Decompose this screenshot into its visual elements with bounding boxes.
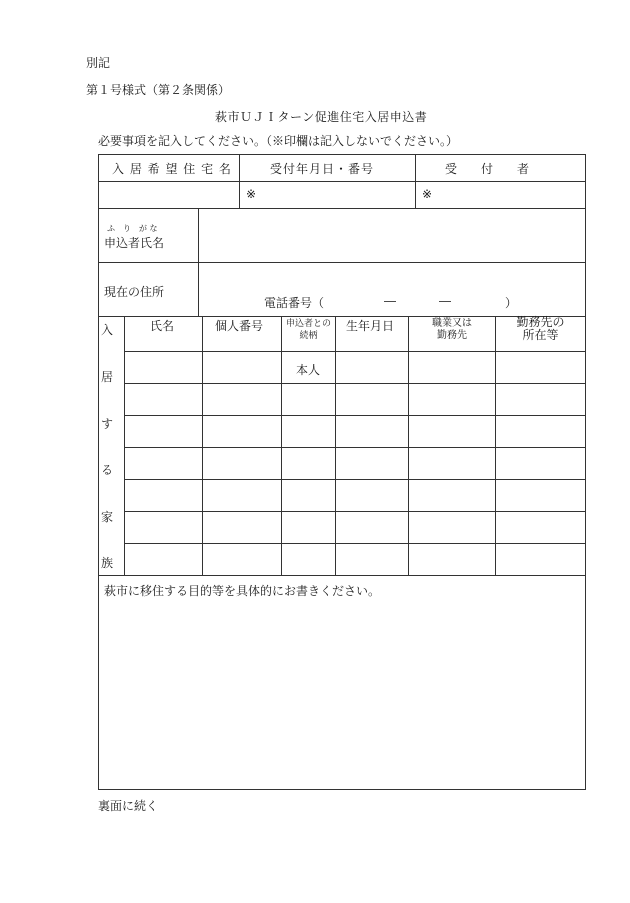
family-side-char-4: る bbox=[101, 463, 114, 477]
office-use-mark-date: ※ bbox=[246, 187, 257, 201]
address-input[interactable] bbox=[200, 263, 584, 291]
relation-self-value: 本人 bbox=[296, 363, 321, 377]
housing-name-input[interactable] bbox=[99, 182, 238, 208]
applicant-name-input[interactable] bbox=[200, 209, 584, 261]
form-number: 第１号様式（第２条関係） bbox=[86, 83, 231, 97]
family-side-char-2: 居 bbox=[101, 370, 114, 384]
phone-close: ） bbox=[505, 296, 518, 310]
family-row[interactable] bbox=[125, 416, 585, 447]
phone-dash-1: ― bbox=[384, 294, 396, 308]
family-col-name: 氏名 bbox=[150, 319, 175, 333]
family-row[interactable] bbox=[125, 480, 585, 511]
family-col-relation: 申込者との 続柄 bbox=[285, 319, 331, 341]
phone-dash-2: ― bbox=[439, 294, 451, 308]
furigana-label: ふ り が な bbox=[107, 224, 158, 233]
family-side-char-6: 族 bbox=[101, 556, 114, 570]
family-col-birth: 生年月日 bbox=[346, 319, 395, 333]
purpose-prompt: 萩市に移住する目的等を具体的にお書きください。 bbox=[104, 584, 381, 598]
housing-name-header: 入 居 希 望 住 宅 名 bbox=[112, 162, 232, 176]
family-row[interactable] bbox=[125, 352, 585, 383]
continue-note: 裏面に続く bbox=[98, 799, 159, 813]
family-row[interactable] bbox=[125, 544, 585, 575]
family-side-char-3: す bbox=[101, 417, 114, 431]
received-date-header: 受付年月日・番号 bbox=[270, 162, 375, 176]
office-use-mark-receiver: ※ bbox=[422, 187, 433, 201]
annex-label: 別記 bbox=[86, 56, 111, 70]
phone-label: 電話番号（ bbox=[264, 296, 325, 310]
applicant-name-label: 申込者氏名 bbox=[104, 236, 165, 250]
family-row[interactable] bbox=[125, 384, 585, 415]
address-label: 現在の住所 bbox=[104, 285, 165, 299]
family-row[interactable] bbox=[125, 512, 585, 543]
family-side-char-5: 家 bbox=[101, 510, 114, 524]
purpose-textarea[interactable] bbox=[100, 600, 584, 788]
form-title: 萩市ＵＪＩターン促進住宅入居申込書 bbox=[215, 110, 428, 124]
instruction-text: 必要事項を記入してください。（※印欄は記入しないでください。） bbox=[98, 134, 459, 148]
family-col-job: 職業又は 勤務先 bbox=[432, 318, 472, 341]
family-row[interactable] bbox=[125, 448, 585, 479]
receiver-header: 受 付 者 bbox=[445, 162, 530, 176]
family-col-id: 個人番号 bbox=[215, 319, 264, 333]
family-side-char-1: 入 bbox=[101, 323, 114, 337]
family-col-office: 勤務先の 所在等 bbox=[516, 315, 565, 342]
